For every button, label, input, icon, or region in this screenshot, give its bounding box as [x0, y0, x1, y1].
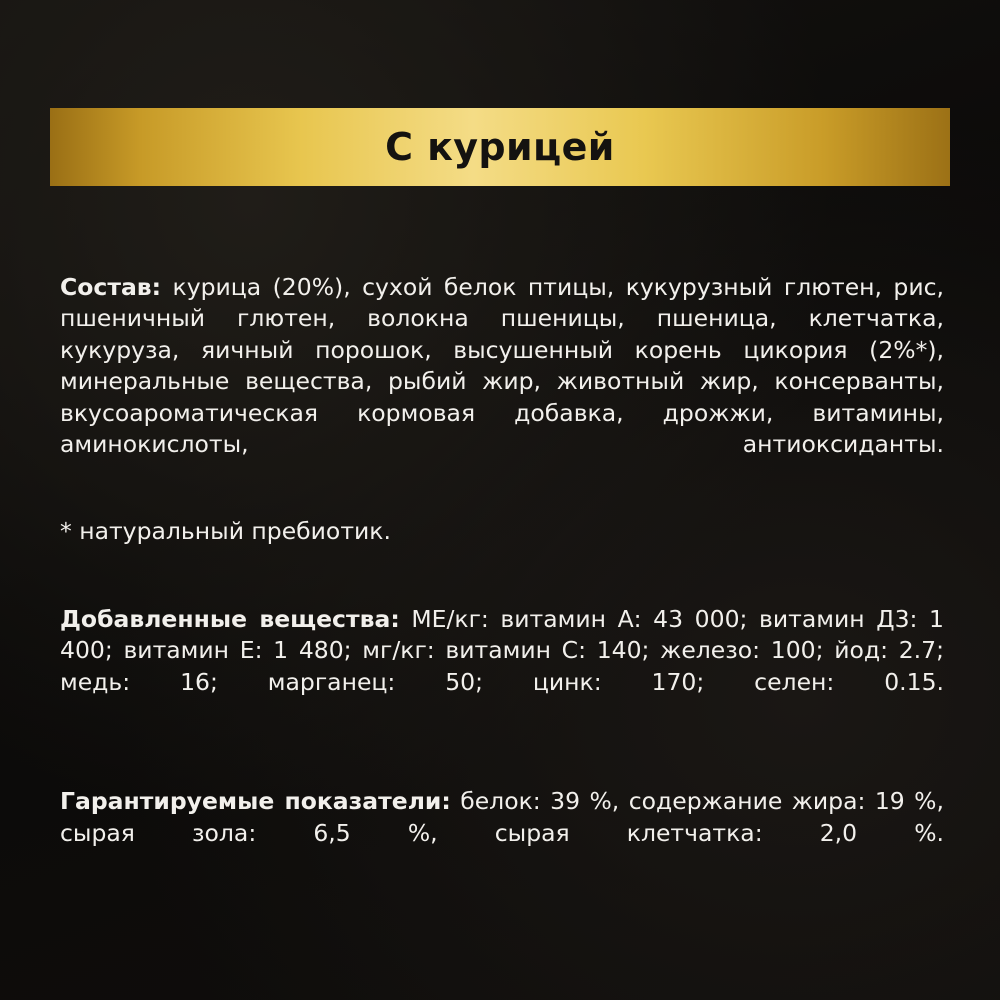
guaranteed-analysis-label: Гарантируемые показатели: [60, 787, 451, 816]
composition-footnote: * натуральный пребиотик. [60, 517, 391, 546]
composition-label: Состав: [60, 272, 162, 301]
additives-text: МЕ/кг: витамин А: 43 000; витамин Д3: 1 400; витамин Е: 1 480; мг/кг: витамин С: 140; железо: 100; йод: 2.7; медь: 16; марганец: 50; цинк: 170; селен: 0.15. [60, 604, 944, 696]
additives-label: Добавленные вещества: [60, 604, 400, 633]
composition-text: курица (20%), сухой белок птицы, кукурузный глютен, рис, пшеничный глютен, волокна пшеницы, пшеница, клетчатка, кукуруза, яичный порошок, высушенный корень цикория (2%*), минеральные вещества, рыбий жир, животный жир, консерванты, вкусоароматическая кормовая добавка, дрожжи, витамины, аминокислоты, антиоксиданты. [60, 272, 944, 459]
page-title: С курицей [385, 125, 615, 169]
product-flavor-banner [50, 108, 950, 186]
composition-block [60, 272, 944, 493]
guaranteed-analysis-text: белок: 39 %, содержание жира: 19 %, сырая зола: 6,5 %, сырая клетчатка: 2,0 %. [60, 787, 944, 847]
label-content [60, 248, 944, 881]
guaranteed-analysis-block [60, 786, 944, 881]
additives-block [60, 604, 944, 730]
